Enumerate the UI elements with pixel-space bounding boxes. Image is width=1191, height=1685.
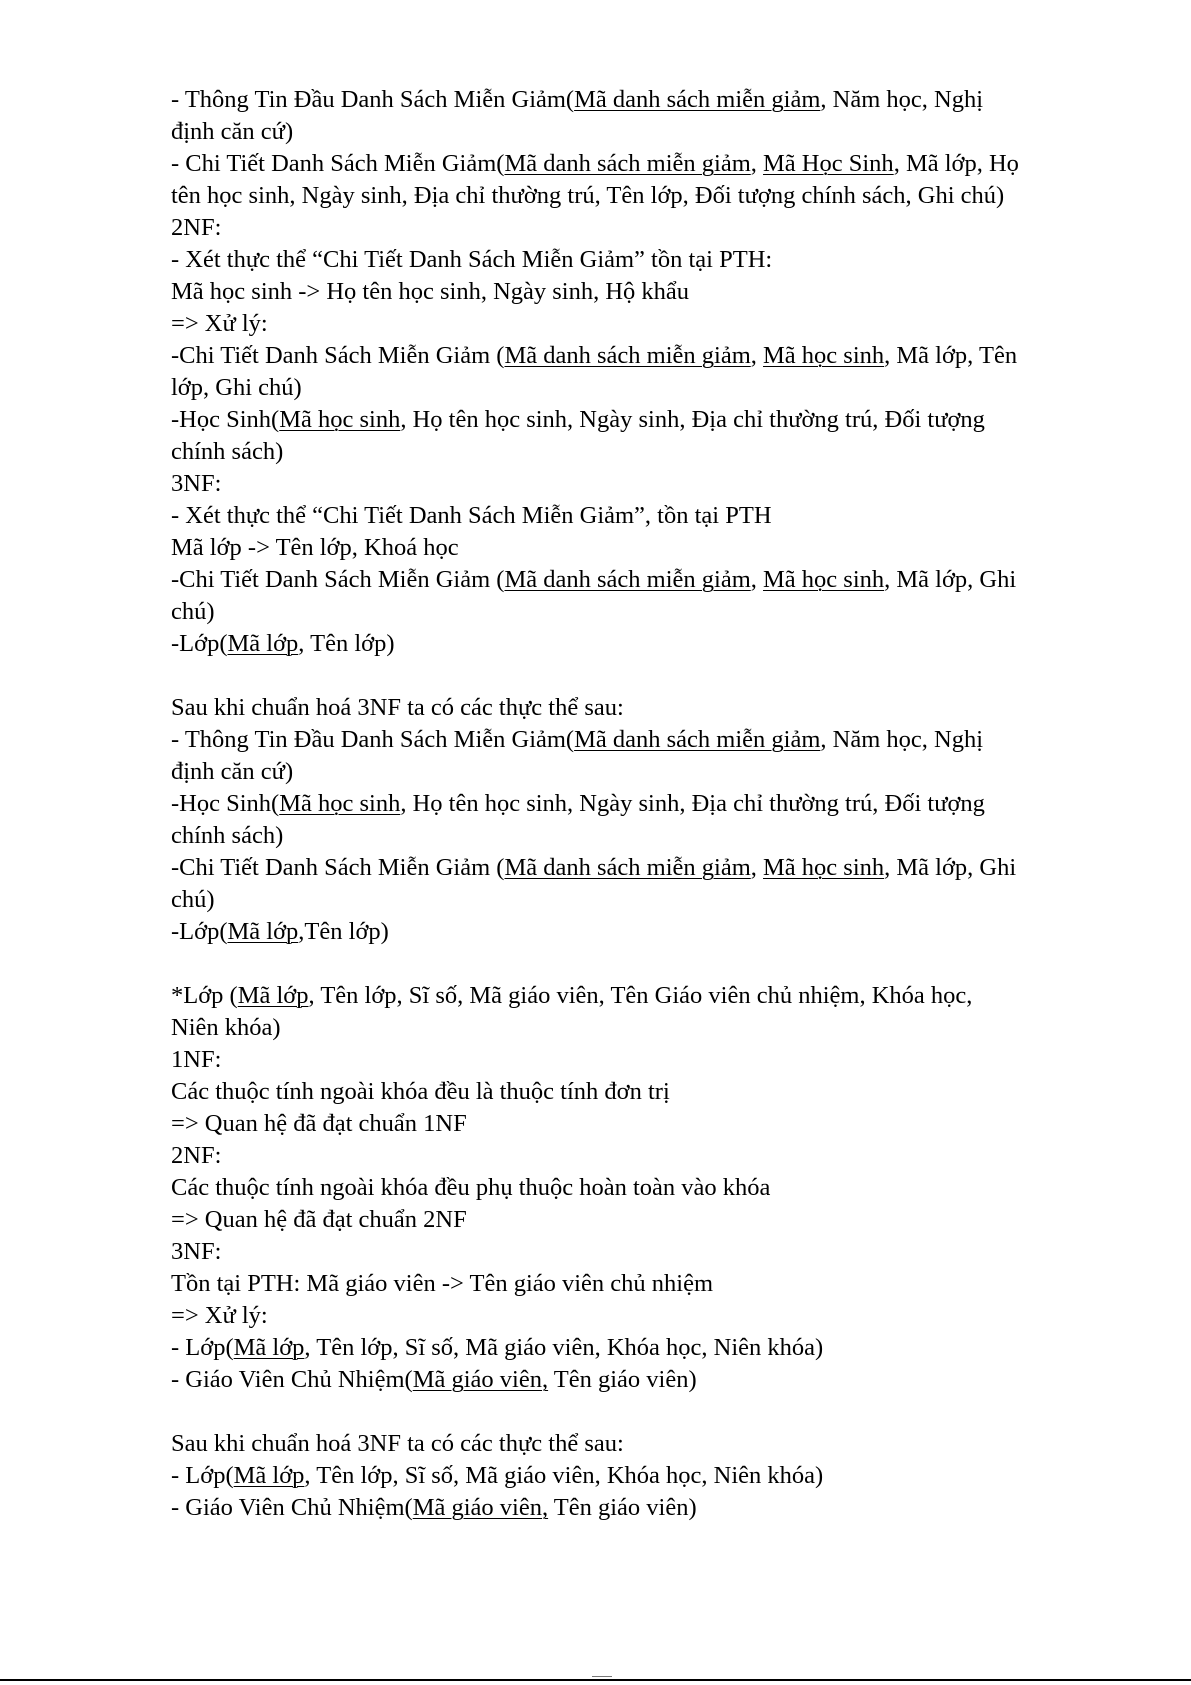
key-attribute: Mã danh sách miễn giảm [504, 150, 751, 177]
key-attribute: Mã lớp [233, 1462, 305, 1489]
text-segment: , Họ tên học sinh, Ngày sinh, Địa chỉ thường trú, Đối tượng [400, 406, 985, 433]
text-segment: ,Tên lớp) [298, 918, 389, 945]
text-segment: , Mã lớp, Họ [893, 150, 1019, 177]
text-line [171, 276, 1091, 308]
text-line [171, 1492, 1091, 1524]
text-line [171, 1140, 1091, 1172]
key-attribute: Mã danh sách miễn giảm [504, 566, 751, 593]
text-segment: -Học Sinh( [171, 406, 280, 433]
text-line [171, 500, 1091, 532]
document-body [171, 84, 1091, 1524]
text-segment: -Lớp( [171, 630, 228, 657]
page-bottom-mark [592, 1676, 612, 1680]
text-segment: - Xét thực thể “Chi Tiết Danh Sách Miễn Giảm” tồn tại PTH: [171, 246, 773, 273]
text-line [171, 1300, 1091, 1332]
text-line [171, 1204, 1091, 1236]
text-segment: , Mã lớp, Ghi [884, 854, 1017, 881]
text-line [171, 820, 1091, 852]
text-line [171, 884, 1091, 916]
text-segment: 3NF: [171, 470, 222, 497]
text-segment: - Xét thực thể “Chi Tiết Danh Sách Miễn Giảm”, tồn tại PTH [171, 502, 772, 529]
text-segment: , Tên lớp, Sĩ số, Mã giáo viên, Khóa học, Niên khóa) [304, 1334, 824, 1361]
text-line [171, 244, 1091, 276]
text-line [171, 1236, 1091, 1268]
text-segment: - Giáo Viên Chủ Nhiệm( [171, 1494, 413, 1521]
text-segment: chú) [171, 598, 215, 625]
text-line [171, 1012, 1091, 1044]
key-attribute: Mã học sinh [763, 854, 885, 881]
text-segment: Sau khi chuẩn hoá 3NF ta có các thực thể sau: [171, 694, 624, 721]
key-attribute: Mã giáo viên, [412, 1494, 549, 1521]
text-line [171, 980, 1091, 1012]
text-segment: => Quan hệ đã đạt chuẩn 2NF [171, 1206, 467, 1233]
text-line [171, 340, 1091, 372]
text-segment: -Học Sinh( [171, 790, 280, 817]
key-attribute: Mã học sinh [763, 566, 885, 593]
text-line [171, 1460, 1091, 1492]
text-segment: *Lớp ( [171, 982, 238, 1009]
text-line [171, 372, 1091, 404]
text-line [171, 180, 1091, 212]
text-segment: - Thông Tin Đầu Danh Sách Miễn Giảm( [171, 86, 575, 113]
key-attribute: Mã danh sách miễn giảm [504, 342, 751, 369]
text-line [171, 468, 1091, 500]
text-line [171, 756, 1091, 788]
text-line [171, 404, 1091, 436]
text-line [171, 1044, 1091, 1076]
text-line [171, 148, 1091, 180]
text-line [171, 532, 1091, 564]
text-segment: Niên khóa) [171, 1014, 281, 1041]
text-segment: Tên giáo viên) [548, 1494, 697, 1521]
text-line [171, 1364, 1091, 1396]
text-line [171, 1172, 1091, 1204]
text-line [171, 596, 1091, 628]
text-line [171, 788, 1091, 820]
key-attribute: Mã lớp [227, 630, 299, 657]
text-line [171, 692, 1091, 724]
text-segment: -Lớp( [171, 918, 228, 945]
text-segment: Tên giáo viên) [548, 1366, 697, 1393]
text-segment: , Tên lớp, Sĩ số, Mã giáo viên, Khóa học, Niên khóa) [304, 1462, 824, 1489]
text-line [171, 212, 1091, 244]
text-segment: -Chi Tiết Danh Sách Miễn Giảm ( [171, 566, 505, 593]
text-line [171, 1332, 1091, 1364]
text-line [171, 116, 1091, 148]
key-attribute: Mã giáo viên, [412, 1366, 549, 1393]
text-segment: Các thuộc tính ngoài khóa đều là thuộc tính đơn trị [171, 1078, 670, 1105]
text-line [171, 916, 1091, 948]
text-line [171, 628, 1091, 660]
text-segment: , Tên lớp, Sĩ số, Mã giáo viên, Tên Giáo viên chủ nhiệm, Khóa học, [308, 982, 973, 1009]
text-segment: - Chi Tiết Danh Sách Miễn Giảm( [171, 150, 505, 177]
text-segment: -Chi Tiết Danh Sách Miễn Giảm ( [171, 342, 505, 369]
text-segment: định căn cứ) [171, 758, 294, 785]
key-attribute: Mã học sinh [279, 790, 401, 817]
text-segment: , Mã lớp, Ghi [884, 566, 1017, 593]
key-attribute: Mã học sinh [279, 406, 401, 433]
text-line [171, 1076, 1091, 1108]
text-line [171, 1108, 1091, 1140]
text-segment: - Giáo Viên Chủ Nhiệm( [171, 1366, 413, 1393]
text-segment: , Năm học, Nghị [820, 86, 984, 113]
text-segment: tên học sinh, Ngày sinh, Địa chỉ thường trú, Tên lớp, Đối tượng chính sách, Ghi chú) [171, 182, 1005, 209]
text-line [171, 1428, 1091, 1460]
text-segment: - Lớp( [171, 1462, 234, 1489]
text-segment: chính sách) [171, 438, 284, 465]
text-segment: 2NF: [171, 214, 222, 241]
text-line [171, 564, 1091, 596]
text-segment: Sau khi chuẩn hoá 3NF ta có các thực thể sau: [171, 1430, 624, 1457]
text-segment: , [750, 150, 764, 177]
text-segment: - Lớp( [171, 1334, 234, 1361]
text-segment: chú) [171, 886, 215, 913]
blank-line [171, 660, 1091, 692]
key-attribute: Mã danh sách miễn giảm [504, 854, 751, 881]
text-segment: lớp, Ghi chú) [171, 374, 302, 401]
text-segment: , [750, 342, 764, 369]
text-segment: => Xử lý: [171, 310, 268, 337]
text-segment: chính sách) [171, 822, 284, 849]
text-segment: , Họ tên học sinh, Ngày sinh, Địa chỉ thường trú, Đối tượng [400, 790, 985, 817]
text-segment: Các thuộc tính ngoài khóa đều phụ thuộc hoàn toàn vào khóa [171, 1174, 771, 1201]
text-line [171, 724, 1091, 756]
text-segment: , Tên lớp) [298, 630, 395, 657]
blank-line [171, 948, 1091, 980]
text-segment: định căn cứ) [171, 118, 294, 145]
text-segment: -Chi Tiết Danh Sách Miễn Giảm ( [171, 854, 505, 881]
key-attribute: Mã danh sách miễn giảm [574, 86, 821, 113]
text-segment: , Mã lớp, Tên [884, 342, 1018, 369]
text-segment: 1NF: [171, 1046, 222, 1073]
key-attribute: Mã danh sách miễn giảm [574, 726, 821, 753]
text-segment: , [750, 566, 764, 593]
key-attribute: Mã Học Sinh [763, 150, 894, 177]
text-segment: Tồn tại PTH: Mã giáo viên -> Tên giáo viên chủ nhiệm [171, 1270, 714, 1297]
text-line [171, 852, 1091, 884]
text-segment: => Xử lý: [171, 1302, 268, 1329]
key-attribute: Mã lớp [233, 1334, 305, 1361]
blank-line [171, 1396, 1091, 1428]
text-line [171, 84, 1091, 116]
text-segment: => Quan hệ đã đạt chuẩn 1NF [171, 1110, 467, 1137]
key-attribute: Mã học sinh [763, 342, 885, 369]
text-line [171, 436, 1091, 468]
text-segment: , [750, 854, 764, 881]
text-line [171, 1268, 1091, 1300]
text-line [171, 308, 1091, 340]
text-segment: , Năm học, Nghị [820, 726, 984, 753]
text-segment: 3NF: [171, 1238, 222, 1265]
key-attribute: Mã lớp [237, 982, 309, 1009]
key-attribute: Mã lớp [227, 918, 299, 945]
text-segment: 2NF: [171, 1142, 222, 1169]
text-segment: Mã lớp -> Tên lớp, Khoá học [171, 534, 459, 561]
text-segment: - Thông Tin Đầu Danh Sách Miễn Giảm( [171, 726, 575, 753]
text-segment: Mã học sinh -> Họ tên học sinh, Ngày sinh, Hộ khẩu [171, 278, 690, 305]
